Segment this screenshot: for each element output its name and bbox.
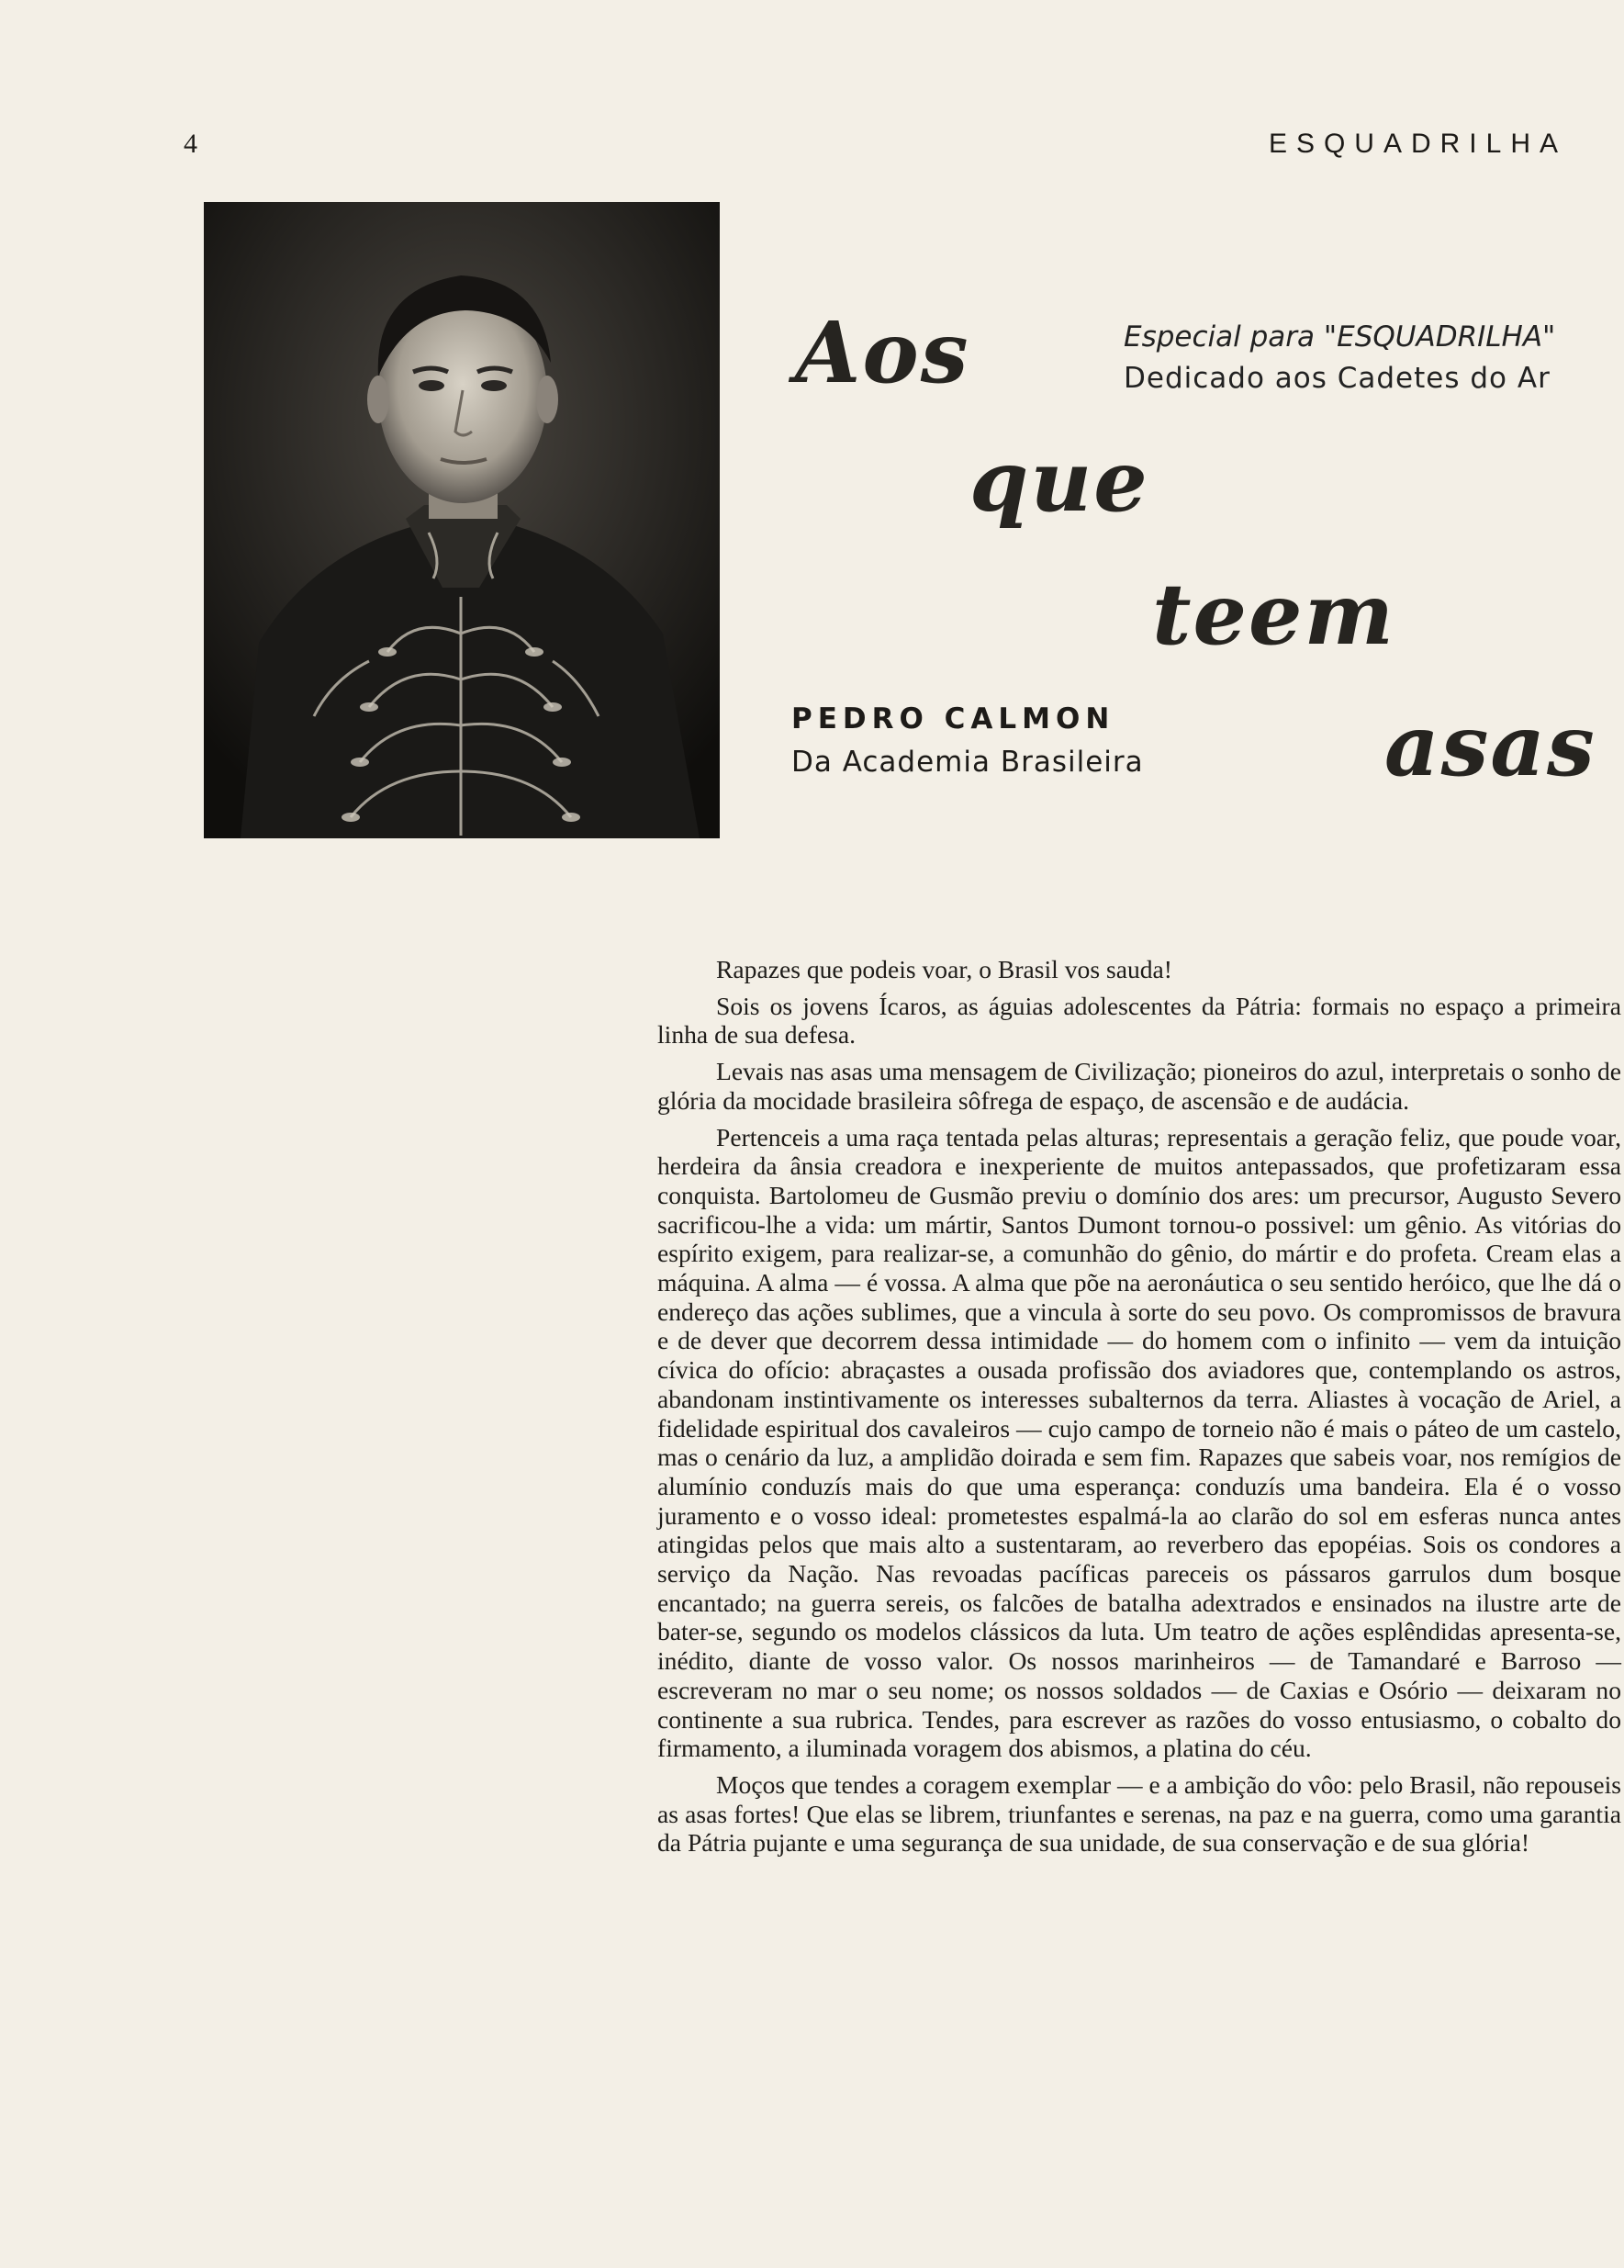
article-paragraph: Moços que tendes a coragem exemplar — e a ambição do vôo: pelo Brasil, não repouseis as asas fortes! Que elas se librem, triunfantes e serenas, na paz e na guerra, como uma garantia da Pátria pujante e uma segurança de sua unidade, de sua conservação e de sua glória! — [657, 1769, 1621, 1858]
title-word-que: que — [969, 432, 1149, 531]
title-word-teem: teem — [1152, 565, 1395, 664]
article-paragraph: Rapazes que podeis voar, o Brasil vos sauda! — [716, 955, 1172, 983]
dedication-line-special: Especial para "ESQUADRILHA" — [1124, 320, 1556, 354]
author-portrait — [204, 202, 720, 838]
magazine-running-head: ESQUADRILHA — [1268, 129, 1567, 159]
article-body — [657, 955, 1621, 1865]
article-paragraph: Levais nas asas uma mensagem de Civilização; pioneiros do azul, interpretais o sonho de glória da mocidade brasileira sôfrega de espaço, de ascensão e de audácia. — [657, 1057, 1621, 1115]
title-word-aos: Aos — [795, 303, 970, 402]
portrait-photo-icon — [204, 202, 720, 838]
article-paragraph: Sois os jovens Ícaros, as águias adolescentes da Pátria: formais no espaço a primeira linha de sua defesa. — [657, 991, 1621, 1050]
article-paragraph: Pertenceis a uma raça tentada pelas alturas; representais a geração feliz, que poude voar, herdeira da ânsia creadora e inexperiente de muitos antepassados, que profetizaram essa conquista. Bartolomeu de Gusmão previu o domínio dos ares: um precursor, Augusto Severo sacrificou-lhe a vida: um mártir, Santos Dumont tornou-o possivel: um gênio. As vitórias do espírito exigem, para realizar-se, a comunhão do gênio, do mártir e do profeta. Cream elas a máquina. A alma — é vossa. A alma que põe na aeronáutica o seu sentido heróico, que lhe dá o endereço das ações sublimes, que a vincula à sorte do seu povo. Os compromissos de bravura e de dever que decorrem dessa intimidade — do homem com o infinito — vem da intuição cívica do ofício: abraçastes a ousada profissão dos aviadores que, contemplando os astros, abandonam instintivamente os interesses subalternos da terra. Aliastes à vocação de Ariel, a fidelidade espiritual dos cavaleiros — cujo campo de torneio não é mais o páteo de um castelo, mas o cenário da luz, a amplidão doirada e sem fim. Rapazes que sabeis voar, nos remígios de alumínio conduzís mais do que uma esperança: conduzís uma bandeira. Ela é o vosso juramento e o vosso ideal: prometestes espalmá-la ao clarão do sol em esferas nunca antes atingidas pelos que mais alto a sustentaram, ao reverbero das epopéias. Sois os condores a serviço da Nação. Nas revoadas pacíficas pareceis os pássaros garrulos dum bosque encantado; na guerra sereis, os falcões de batalha adextrados e ensinados na ilustre arte de bater-se, segundo os modelos clássicos da luta. Um teatro de ações esplêndidas apresenta-se, inédito, diante de vosso valor. Os nossos marinheiros — de Tamandaré e Barroso — escreveram no mar o seu nome; os nossos soldados — de Caxias e Osório — deixaram no continente a sua rubrica. Tendes, para escrever as razões do vosso entusiasmo, o cobalto do firmamento, a iluminada voragem dos abismos, a platina do céu. — [657, 1122, 1621, 1763]
dedication-line-cadets: Dedicado aos Cadetes do Ar — [1124, 362, 1551, 395]
author-name: PEDRO CALMON — [791, 702, 1115, 735]
author-affiliation: Da Academia Brasileira — [791, 746, 1144, 779]
dedication — [1124, 317, 1555, 399]
page-number: 4 — [184, 129, 197, 159]
title-word-asas: asas — [1384, 696, 1596, 795]
